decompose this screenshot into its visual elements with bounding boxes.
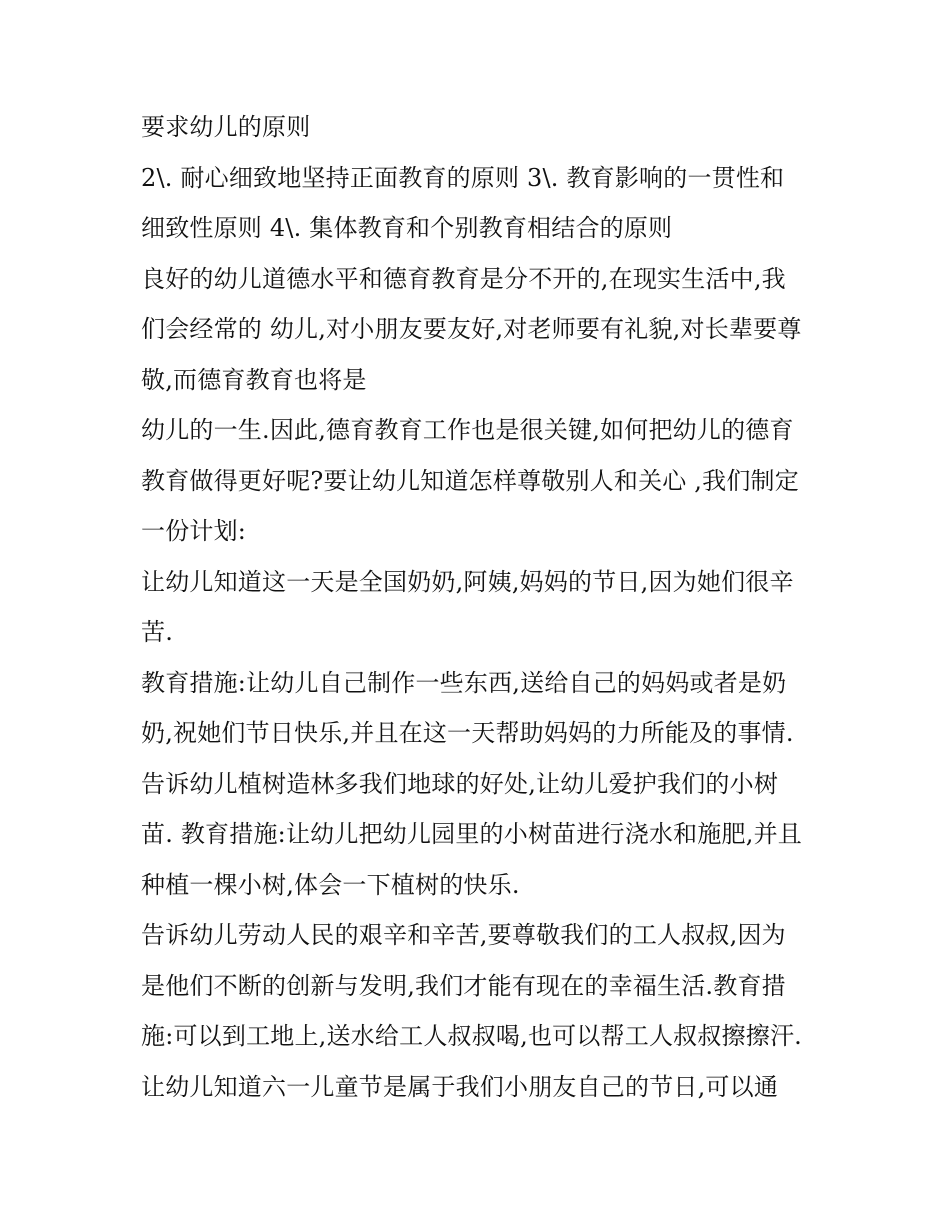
text-line: 2\. 耐心细致地坚持正面教育的原则 3\. 教育影响的一贯性和 (141, 163, 785, 192)
text-line: 教育做得更好呢?要让幼儿知道怎样尊敬别人和关心 ,我们制定 (141, 466, 799, 495)
text-line: 奶,祝她们节日快乐,并且在这一天帮助妈妈的力所能及的事情. (141, 719, 794, 747)
document-body (141, 102, 821, 1112)
text-line: 施:可以到工地上,送水给工人叔叔喝,也可以帮工人叔叔擦擦汗. (141, 1022, 802, 1050)
text-line: 们会经常的 幼儿,对小朋友要友好,对老师要有礼貌,对长辈要尊 (141, 315, 802, 343)
text-line: 告诉幼儿劳动人民的艰辛和辛苦,要尊敬我们的工人叔叔,因为 (141, 921, 786, 949)
text-line: 让幼儿知道六一儿童节是属于我们小朋友自己的节日,可以通 (141, 1072, 779, 1101)
text-line: 苗. 教育措施:让幼儿把幼儿园里的小树苗进行浇水和施肥,并且 (141, 820, 802, 848)
text-line: 要求幼儿的原则 (141, 113, 311, 141)
text-line: 幼儿的一生.因此,德育教育工作也是很关键,如何把幼儿的德育 (141, 416, 794, 444)
text-line: 一份计划: (141, 517, 247, 545)
text-line: 教育措施:让幼儿自己制作一些东西,送给自己的妈妈或者是奶 (141, 668, 787, 697)
text-line: 敬,而德育教育也将是 (141, 365, 367, 394)
text-line: 苦. (141, 618, 174, 646)
text-line: 是他们不断的创新与发明,我们才能有现在的幸福生活.教育措 (141, 971, 786, 1000)
text-line: 让幼儿知道这一天是全国奶奶,阿姨,妈妈的节日,因为她们很辛 (141, 567, 794, 596)
text-line: 良好的幼儿道德水平和德育教育是分不开的,在现实生活中,我 (141, 264, 786, 293)
text-line: 告诉幼儿植树造林多我们地球的好处,让幼儿爱护我们的小树 (141, 769, 779, 798)
text-line: 细致性原则 4\. 集体教育和个别教育相结合的原则 (141, 214, 673, 242)
text-line: 种植一棵小树,体会一下植树的快乐. (141, 870, 520, 899)
